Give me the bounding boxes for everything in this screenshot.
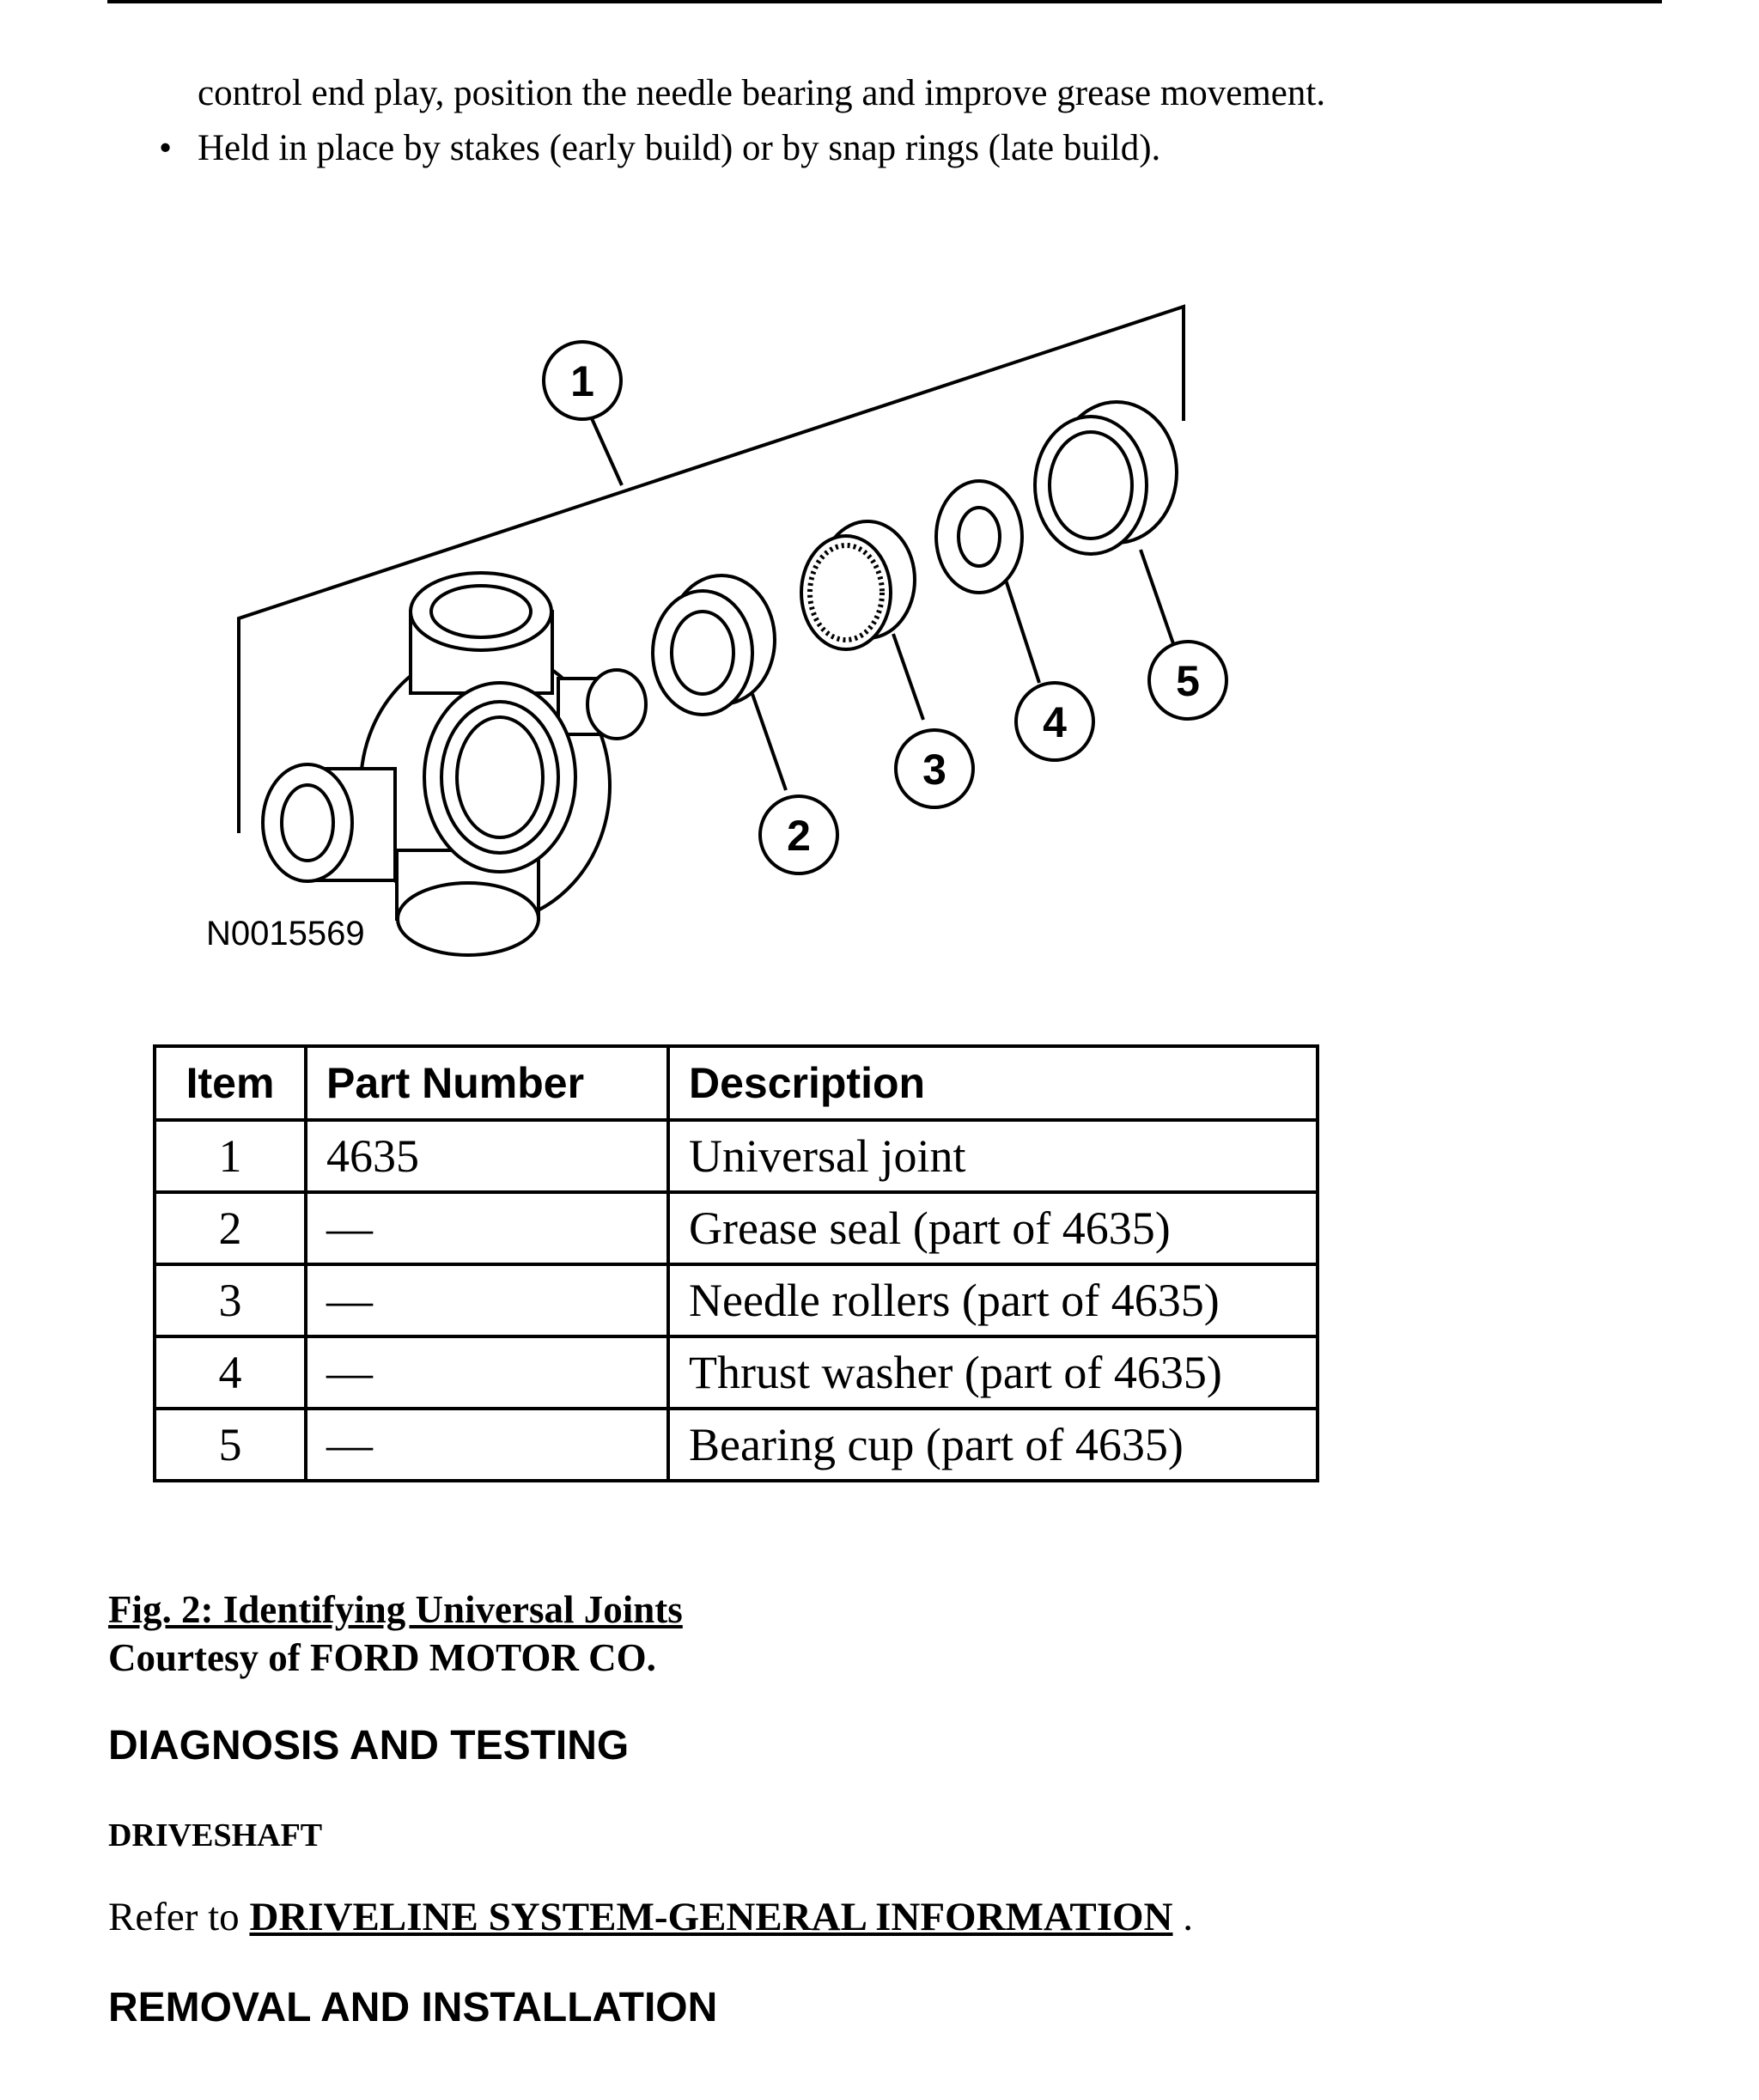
leader-3: [893, 634, 923, 720]
cell-description: Universal joint: [668, 1120, 1318, 1192]
refer-prefix: Refer to: [108, 1895, 250, 1939]
table-row: [155, 1336, 1318, 1409]
needle-rollers-part: [801, 521, 915, 649]
driveline-info-link[interactable]: DRIVELINE SYSTEM-GENERAL INFORMATION: [249, 1895, 1173, 1939]
grease-seal-part: [653, 575, 775, 715]
callout-4: 4: [1043, 698, 1067, 746]
table-row: [155, 1120, 1318, 1192]
cell-item: 3: [155, 1264, 306, 1336]
table-row: [155, 1264, 1318, 1336]
removal-heading: REMOVAL AND INSTALLATION: [108, 1985, 718, 2030]
thrust-washer-part: [936, 481, 1022, 593]
table-row: [155, 1409, 1318, 1481]
leader-5: [1141, 550, 1175, 648]
leader-2: [752, 694, 786, 790]
cell-item: 4: [155, 1336, 306, 1409]
parts-table: [153, 1044, 1319, 1482]
bullet-text: Held in place by stakes (early build) or by snap rings (late build).: [198, 128, 1161, 168]
universal-joint-diagram: [0, 0, 1759, 988]
figure-caption-title: Fig. 2: Identifying Universal Joints: [108, 1588, 683, 1631]
callout-2: 2: [787, 812, 811, 860]
cell-description: Bearing cup (part of 4635): [668, 1409, 1318, 1481]
header-item: Item: [155, 1046, 306, 1120]
bearing-cup-part: [1035, 402, 1177, 554]
cell-part-number: —: [306, 1192, 668, 1264]
figure-image-id: N0015569: [206, 915, 365, 953]
cell-description: Needle rollers (part of 4635): [668, 1264, 1318, 1336]
bullet-dot: •: [159, 128, 173, 168]
callout-3: 3: [922, 746, 946, 794]
cell-description: Thrust washer (part of 4635): [668, 1336, 1318, 1409]
figure-caption-credit: Courtesy of FORD MOTOR CO.: [108, 1636, 656, 1679]
refer-paragraph: [108, 1894, 1193, 1940]
header-part-number: Part Number: [306, 1046, 668, 1120]
cell-part-number: 4635: [306, 1120, 668, 1192]
cell-item: 2: [155, 1192, 306, 1264]
driveshaft-subheading: DRIVESHAFT: [108, 1817, 323, 1853]
leader-4: [1001, 567, 1039, 683]
cell-part-number: —: [306, 1264, 668, 1336]
cell-part-number: —: [306, 1409, 668, 1481]
diagnosis-heading: DIAGNOSIS AND TESTING: [108, 1723, 630, 1768]
callout-5: 5: [1176, 657, 1200, 705]
leader-1: [591, 417, 622, 485]
cell-item: 1: [155, 1120, 306, 1192]
refer-suffix: .: [1172, 1895, 1193, 1939]
cell-part-number: —: [306, 1336, 668, 1409]
cell-item: 5: [155, 1409, 306, 1481]
table-row: [155, 1192, 1318, 1264]
table-header-row: [155, 1046, 1318, 1120]
cell-description: Grease seal (part of 4635): [668, 1192, 1318, 1264]
callout-1: 1: [570, 357, 594, 405]
intro-continuation: control end play, position the needle bearing and improve grease movement.: [198, 73, 1326, 113]
spider-assembly: [263, 573, 646, 955]
header-description: Description: [668, 1046, 1318, 1120]
